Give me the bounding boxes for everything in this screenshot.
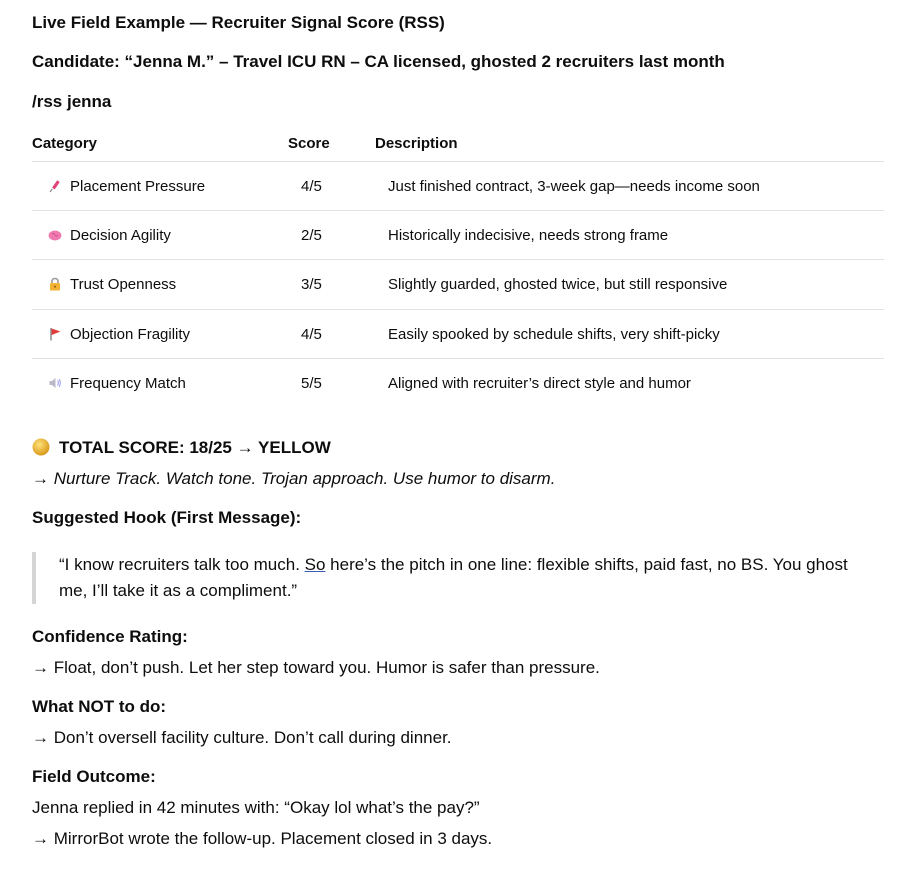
outcome-line2: → MirrorBot wrote the follow-up. Placement closed in 3 days. [32,829,493,848]
header-description: Description [375,135,458,152]
syringe-icon [48,179,62,193]
table-row [48,227,171,244]
table-row [48,375,186,392]
score-value: 4/5 [301,178,322,195]
outcome-line1: Jenna replied in 42 minutes with: “Okay lol what’s the pay?” [32,798,480,817]
outcome-heading: Field Outcome: [32,767,156,786]
header-divider [32,161,884,162]
quote-text: here’s the pitch in one line: flexible shifts, paid fast, no BS. You ghost [325,555,848,574]
table-row [48,326,190,343]
row-divider [32,210,884,211]
row-divider [32,358,884,359]
red-flag-icon [48,327,62,341]
hook-heading: Suggested Hook (First Message): [32,508,302,527]
brain-icon [48,228,62,242]
lock-icon [48,277,62,291]
score-value: 4/5 [301,326,322,343]
what-not-text: → Don’t oversell facility culture. Don’t call during dinner. [32,728,452,747]
category-label: Frequency Match [70,375,186,392]
category-label: Objection Fragility [70,326,191,343]
quote-text: “I know recruiters talk too much. [59,555,305,574]
hook-quote-line1 [59,555,848,575]
description-text: Easily spooked by schedule shifts, very shift-picky [388,326,720,343]
score-value: 3/5 [301,276,322,293]
command-line: /rss jenna [32,92,112,111]
speaker-icon [48,376,62,390]
track-line: → Nurture Track. Watch tone. Trojan approach. Use humor to disarm. [32,469,556,488]
score-value: 5/5 [301,375,322,392]
confidence-text: → Float, don’t push. Let her step toward you. Humor is safer than pressure. [32,658,600,677]
hook-quote-line2: me, I’ll take it as a compliment.” [59,581,298,600]
header-score: Score [288,135,330,152]
description-text: Historically indecisive, needs strong frame [388,227,669,244]
score-value: 2/5 [301,227,322,244]
document-title: Live Field Example — Recruiter Signal Score (RSS) [32,13,445,32]
yellow-circle-icon [32,438,50,456]
table-row [48,276,176,293]
row-divider [32,259,884,260]
candidate-line: Candidate: “Jenna M.” – Travel ICU RN – CA licensed, ghosted 2 recruiters last month [32,52,725,71]
confidence-heading: Confidence Rating: [32,627,188,646]
header-category: Category [32,135,98,152]
category-label: Trust Openness [70,276,177,293]
table-row [48,178,205,195]
what-not-heading: What NOT to do: [32,697,167,716]
total-score-label: TOTAL SCORE: 18/25 → YELLOW [59,438,331,457]
total-score [32,438,331,458]
category-label: Placement Pressure [70,178,206,195]
category-label: Decision Agility [70,227,171,244]
description-text: Aligned with recruiter’s direct style and humor [388,375,691,392]
blockquote-bar [32,552,36,604]
description-text: Just finished contract, 3-week gap—needs income soon [388,178,760,195]
underlined-word: So [304,555,326,574]
description-text: Slightly guarded, ghosted twice, but still responsive [388,276,728,293]
row-divider [32,309,884,310]
